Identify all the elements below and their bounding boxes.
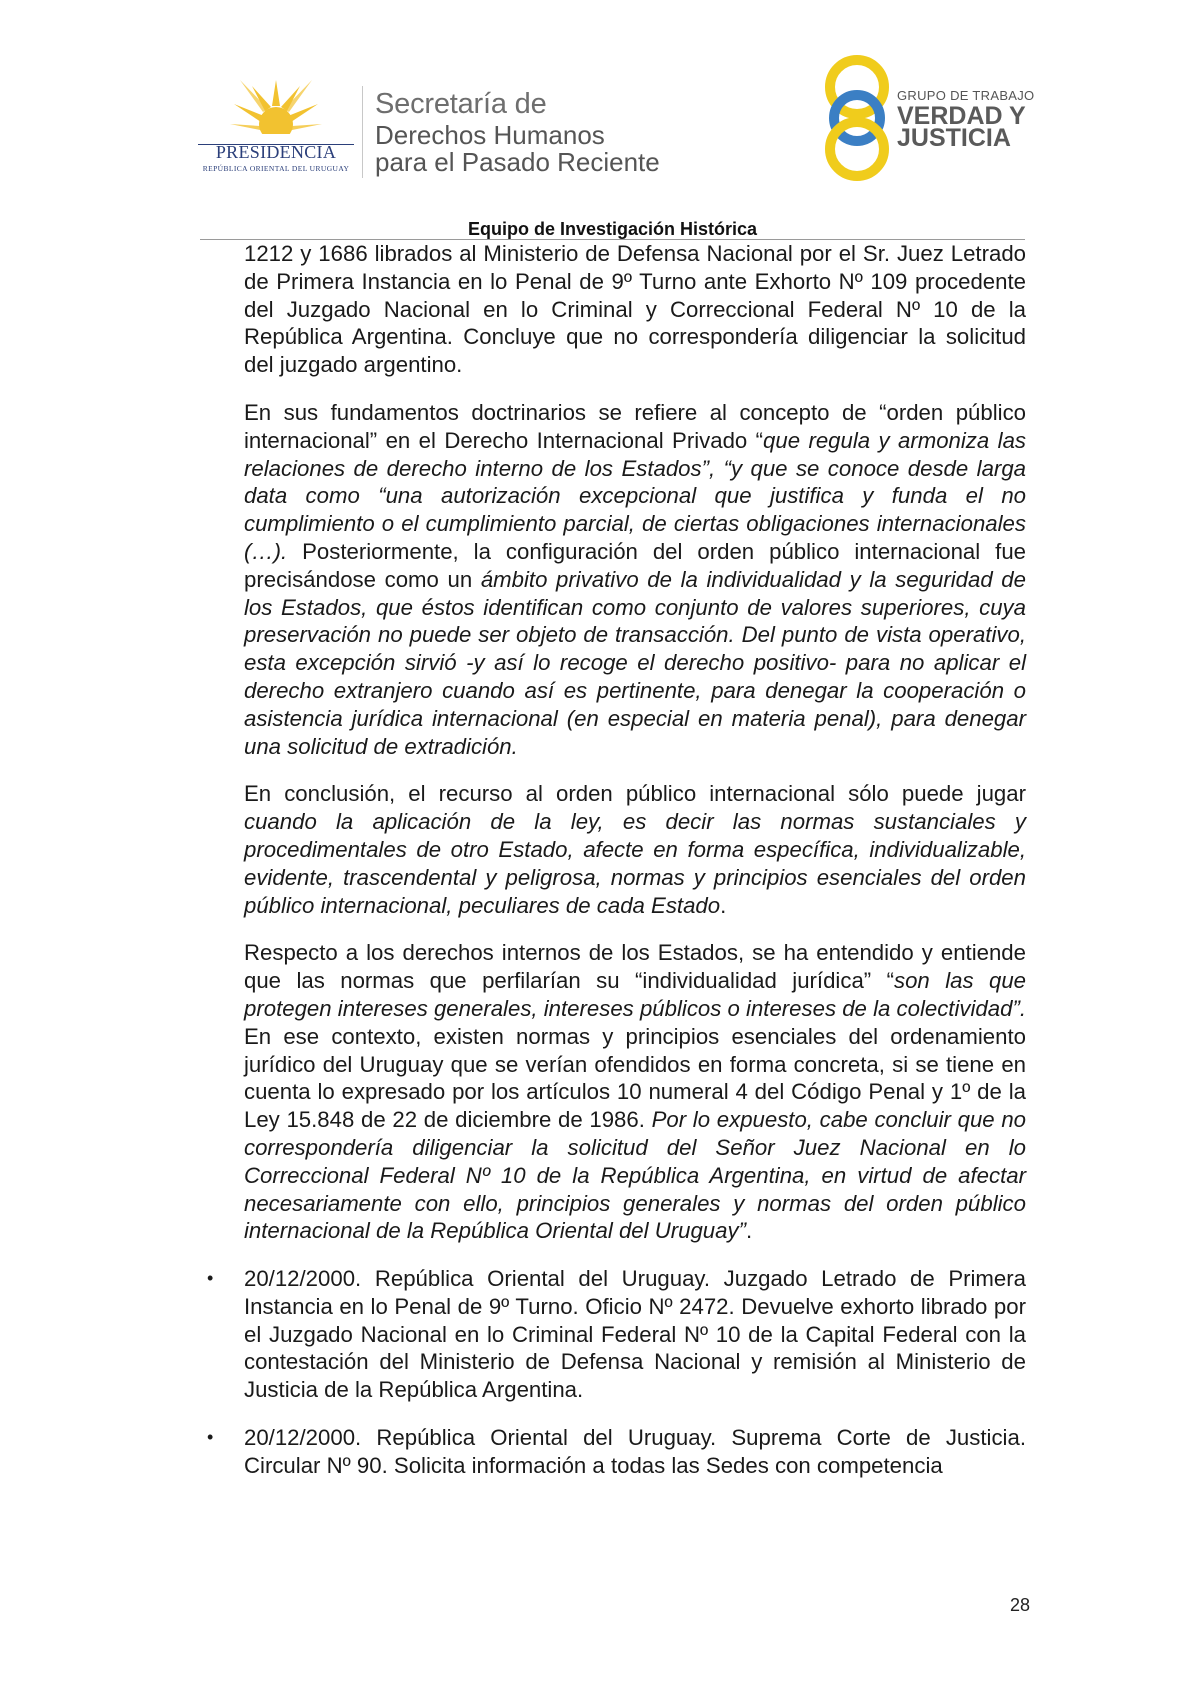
paragraph-4-quote-a: son las que protegen intereses generales, intereses públicos o intereses de la colectividad”. xyxy=(244,968,1026,1021)
bullet-icon: • xyxy=(207,1427,214,1448)
paragraph-3-text-b: . xyxy=(720,892,727,918)
bullet-icon: • xyxy=(207,1268,214,1289)
verdad-justicia-logo xyxy=(818,54,896,182)
page-number: 28 xyxy=(1009,1595,1030,1615)
grupo-line-2: VERDAD Y xyxy=(897,102,1026,130)
header-separator xyxy=(362,86,363,178)
paragraph-2-quote-a: que regula y armoniza las relaciones de derecho interno de los Estados”, “y que se conoce desde larga data como “una autorización excepcional que justifica y funda el no cumplimiento o el cumplimiento parcial, de ciertas obligaciones internacionales (…). xyxy=(244,427,1026,564)
paragraph-3-quote: cuando la aplicación de la ley, es decir las normas sustanciales y procedimentales de otro Estado, afecte en forma específica, individualizable, evidente, trascendental y peligrosa, normas y principios esenciales del orden público internacional, peculiares de cada Estado xyxy=(244,809,1026,918)
paragraph-1: 1212 y 1686 librados al Ministerio de Defensa Nacional por el Sr. Juez Letrado de Primera Instancia en lo Penal de 9º Turno ante Exhorto Nº 109 procedente del Juzgado Nacional en lo Criminal y Correccional Federal Nº 10 de la República Argentina. Concluye que no correspondería diligenciar la solicitud del juzgado argentino. xyxy=(244,241,1026,378)
secretaria-line-2: Derechos Humanos xyxy=(375,120,605,150)
secretaria-line-1: Secretaría de xyxy=(375,88,547,120)
paragraph-2 xyxy=(244,399,1026,760)
presidencia-name: PRESIDENCIA xyxy=(215,142,337,162)
paragraph-3 xyxy=(244,780,1026,919)
paragraph-3-text-a: En conclusión, el recurso al orden público internacional sólo puede jugar xyxy=(244,781,1026,807)
paragraph-2-text-b: Posteriormente, la configuración del orden público internacional fue precisándose como un xyxy=(244,538,1026,592)
presidencia-subtitle: REPÚBLICA ORIENTAL DEL URUGUAY xyxy=(202,164,350,173)
list-item-text: 20/12/2000. República Oriental del Uruguay. Suprema Corte de Justicia. Circular Nº 90. Solicita información a todas las Sedes con competencia xyxy=(244,1425,1026,1478)
secretaria-line-3: para el Pasado Reciente xyxy=(375,147,660,177)
grupo-line-3: JUSTICIA xyxy=(897,124,1011,152)
paragraph-4-text-a: Respecto a los derechos internos de los Estados, se ha entendido y entiende que las normas que perfilarían su “individualidad jurídica” “ xyxy=(244,940,1026,994)
presidencia-sun-logo xyxy=(230,76,322,142)
paragraph-2-quote-b: ámbito privativo de la individualidad y la seguridad de los Estados, que éstos identifican como conjunto de valores superiores, cuya preservación no puede ser objeto de transacción. Del punto de vista operativo, esta excepción sirvió -y así lo recoge el derecho positivo- para no aplicar el derecho extranjero cuando así es pertinente, para denegar la cooperación o asistencia jurídica internacional (en especial en materia penal), para denegar una solicitud de extradición. xyxy=(244,566,1026,759)
list-item-text: 20/12/2000. República Oriental del Uruguay. Juzgado Letrado de Primera Instancia en lo Penal de 9º Turno. Oficio Nº 2472. Devuelve exhorto librado por el Juzgado Nacional en lo Criminal Federal Nº 10 de la Capital Federal con la contestación del Ministerio de Defensa Nacional y remisión al Ministerio de Justicia de la República Argentina. xyxy=(244,1266,1026,1403)
grupo-line-1: GRUPO DE TRABAJO xyxy=(897,88,1035,103)
team-title: Equipo de Investigación Histórica xyxy=(467,219,758,239)
paragraph-4-text-b: En ese contexto, existen normas y principios esenciales del ordenamiento jurídico del Uruguay que se verían ofendidos en forma concreta, si se tiene en cuenta lo expresado por los artículos 10 numeral 4 del Código Penal y 1º de la Ley 15.848 de 22 de diciembre de 1986. xyxy=(244,1023,1026,1133)
paragraph-4-quote-b: Por lo expuesto, cabe concluir que no correspondería diligenciar la solicitud del Señor Juez Nacional en lo Correccional Federal Nº 10 de la República Argentina, en virtud de afectar necesariamente con ello, principios generales y normas del orden público internacional de la República Oriental del Uruguay” xyxy=(244,1107,1026,1244)
paragraph-4 xyxy=(244,939,1026,1245)
page-header xyxy=(0,0,1190,230)
paragraph-2-text-a: En sus fundamentos doctrinarios se refiere al concepto de “orden público internacional” en el Derecho Internacional Privado “ xyxy=(244,399,1026,453)
list-item xyxy=(207,1424,1026,1480)
list-item xyxy=(207,1265,1026,1404)
paragraph-4-text-c: . xyxy=(745,1218,753,1244)
bullet-list xyxy=(207,1265,1026,1480)
document-body xyxy=(207,240,1026,1500)
